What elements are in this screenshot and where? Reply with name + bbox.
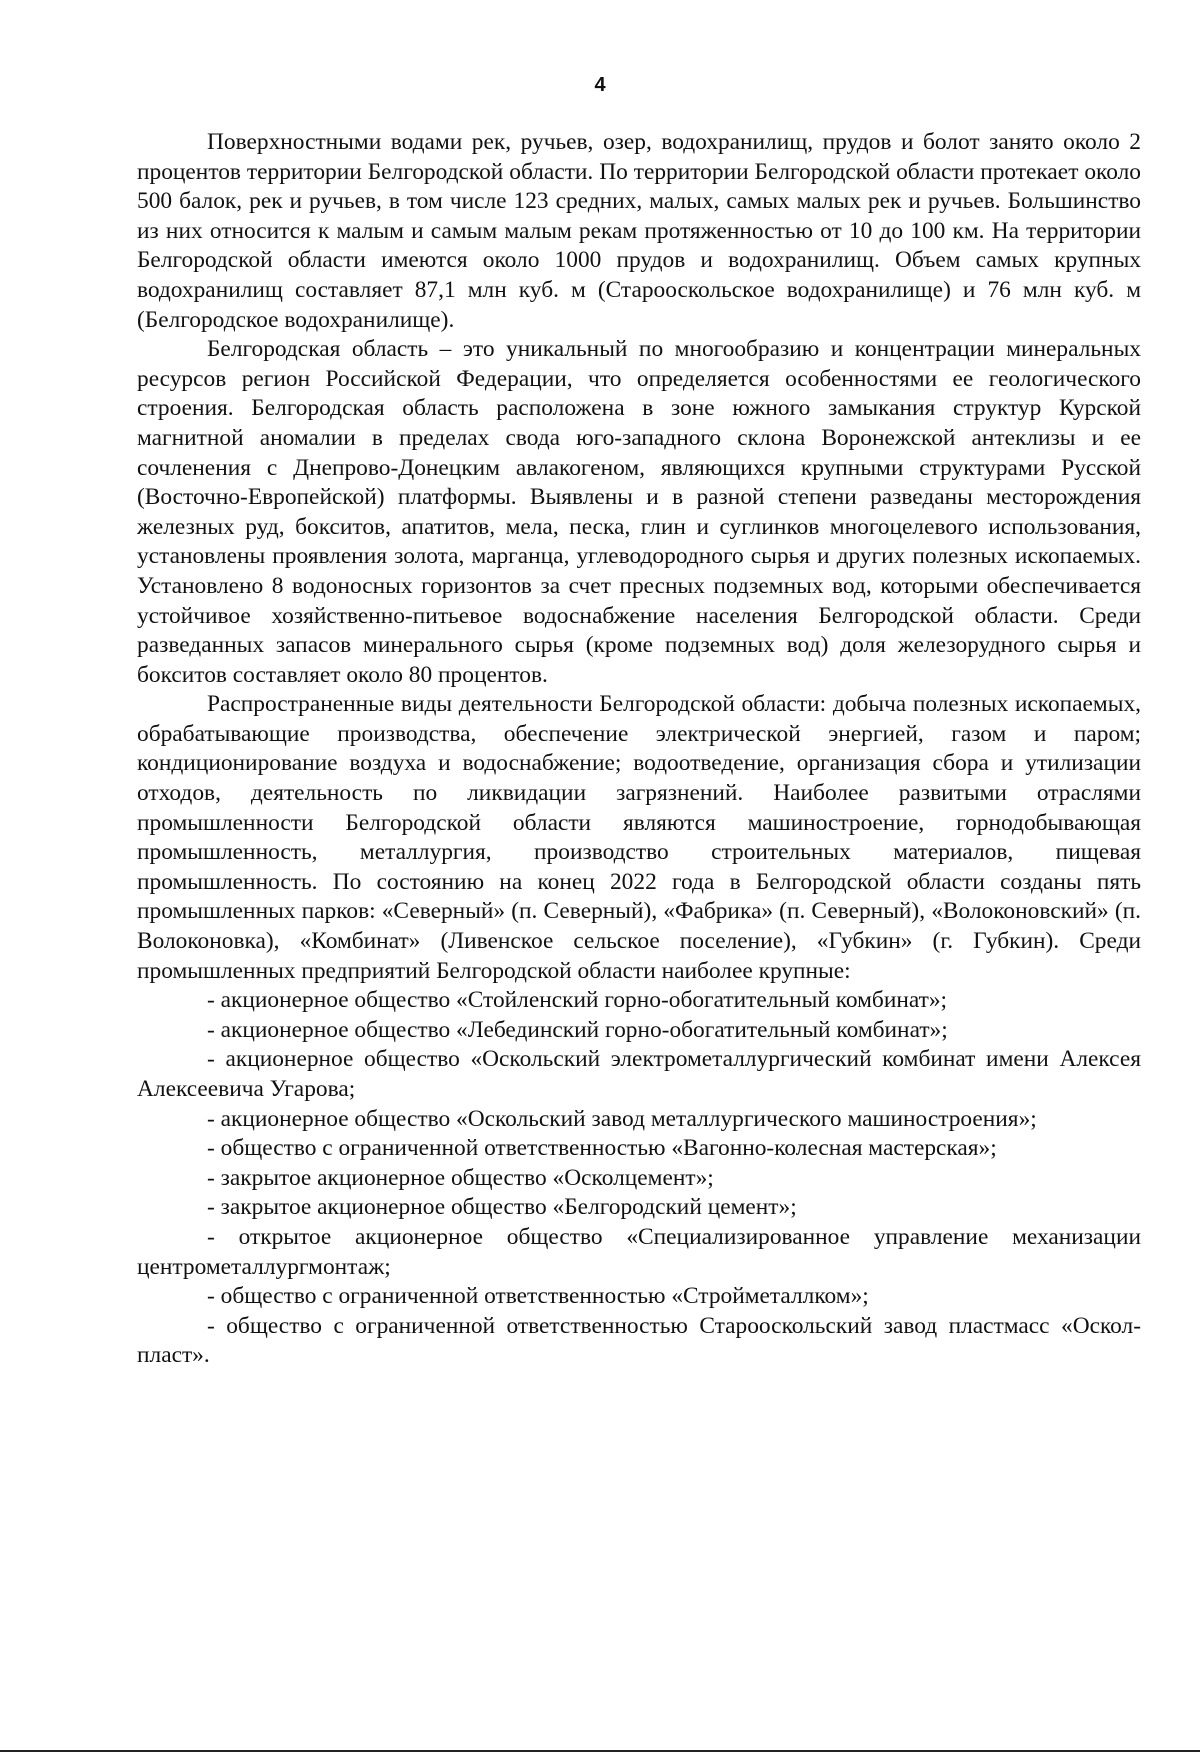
document-body <box>137 128 1141 1371</box>
list-item-oskol-machine-building: - акционерное общество «Оскольский завод металлургического машиностроения»; <box>207 1105 1037 1132</box>
list-item-wagon-wheel-workshop: - общество с ограниченной ответственностью «Вагонно-колесная мастерская»; <box>207 1135 997 1162</box>
bottom-border-line <box>0 1750 1200 1752</box>
list-item-oskol-plast: - общество с ограниченной ответственностью Старооскольский завод пластмасс «Оскол-пласт». <box>137 1312 1141 1369</box>
page-number: 4 <box>594 74 606 96</box>
list-item-oskolcement: - закрытое акционерное общество «Осколцемент»; <box>207 1164 714 1191</box>
paragraph-surface-waters: Поверхностными водами рек, ручьев, озер, водохранилищ, прудов и болот занято около 2 процентов территории Белгородской области. По территории Белгородской области протекает около 500 балок, рек и ручьев, в том числе 123 средних, малых, самых малых рек и ручьев. Большинство из них относится к малым и самым малым рекам протяженностью от 10 до 100 км. На территории Белгородской области имеются около 1000 прудов и водохранилищ. Объем самых крупных водохранилищ составляет 87,1 млн куб. м (Старооскольское водохранилище) и 76 млн куб. м (Белгородское водохранилище). <box>137 129 1141 333</box>
list-item-oskol-electrometallurgical: - акционерное общество «Оскольский электрометаллургический комбинат имени Алексея Алексеевича Угарова; <box>137 1046 1141 1102</box>
list-item-stroymetallkom: - общество с ограниченной ответственностью «Стройметаллком»; <box>207 1283 869 1310</box>
paragraph-mineral-resources: Белгородская область – это уникальный по многообразию и концентрации минеральных ресурсов регион Российской Федерации, что определяется особенностями ее геологического строения. Белгородская область расположена в зоне южного замыкания структур Курской магнитной аномалии в пределах свода юго-западного склона Воронежской антеклизы и ее сочленения с Днепрово-Донецким авлакогеном, являющихся крупными структурами Русской (Восточно-Европейской) платформы. Выявлены и в разной степени разведаны месторождения железных руд, бокситов, апатитов, мела, песка, глин и суглинков многоцелевого использования, установлены проявления золота, марганца, углеводородного сырья и других полезных ископаемых. Установлено 8 водоносных горизонтов за счет пресных подземных вод, которыми обеспечивается устойчивое хозяйственно-питьевое водоснабжение населения Белгородской области. Среди разведанных запасов минерального сырья (кроме подземных вод) доля железорудного сырья и бокситов составляет около 80 процентов. <box>137 336 1141 688</box>
paragraph-economic-activities: Распространенные виды деятельности Белгородской области: добыча полезных ископаемых, обрабатывающие производства, обеспечение электрической энергией, газом и паром; кондиционирование воздуха и водоснабжение; водоотведение, организация сбора и утилизации отходов, деятельность по ликвидации загрязнений. Наиболее развитыми отраслями промышленности Белгородской области являются машиностроение, горнодобывающая промышленность, металлургия, производство строительных материалов, пищевая промышленность. По состоянию на конец 2022 года в Белгородской области созданы пять промышленных парков: «Северный» (п. Северный), «Фабрика» (п. Северный), «Волоконовский» (п. Волоконовка), «Комбинат» (Ливенское сельское поселение), «Губкин» (г. Губкин). Среди промышленных предприятий Белгородской области наиболее крупные: <box>137 691 1141 984</box>
list-item-belgorod-cement: - закрытое акционерное общество «Белгородский цемент»; <box>207 1194 797 1221</box>
list-item-centrometallurgmontazh: - открытое акционерное общество «Специализированное управление механизации центрометаллургмонтаж; <box>137 1223 1141 1280</box>
list-item-stoilensky: - акционерное общество «Стойленский горно-обогатительный комбинат»; <box>207 987 948 1014</box>
list-item-lebedinsky: - акционерное общество «Лебединский горно-обогатительный комбинат»; <box>207 1016 948 1043</box>
